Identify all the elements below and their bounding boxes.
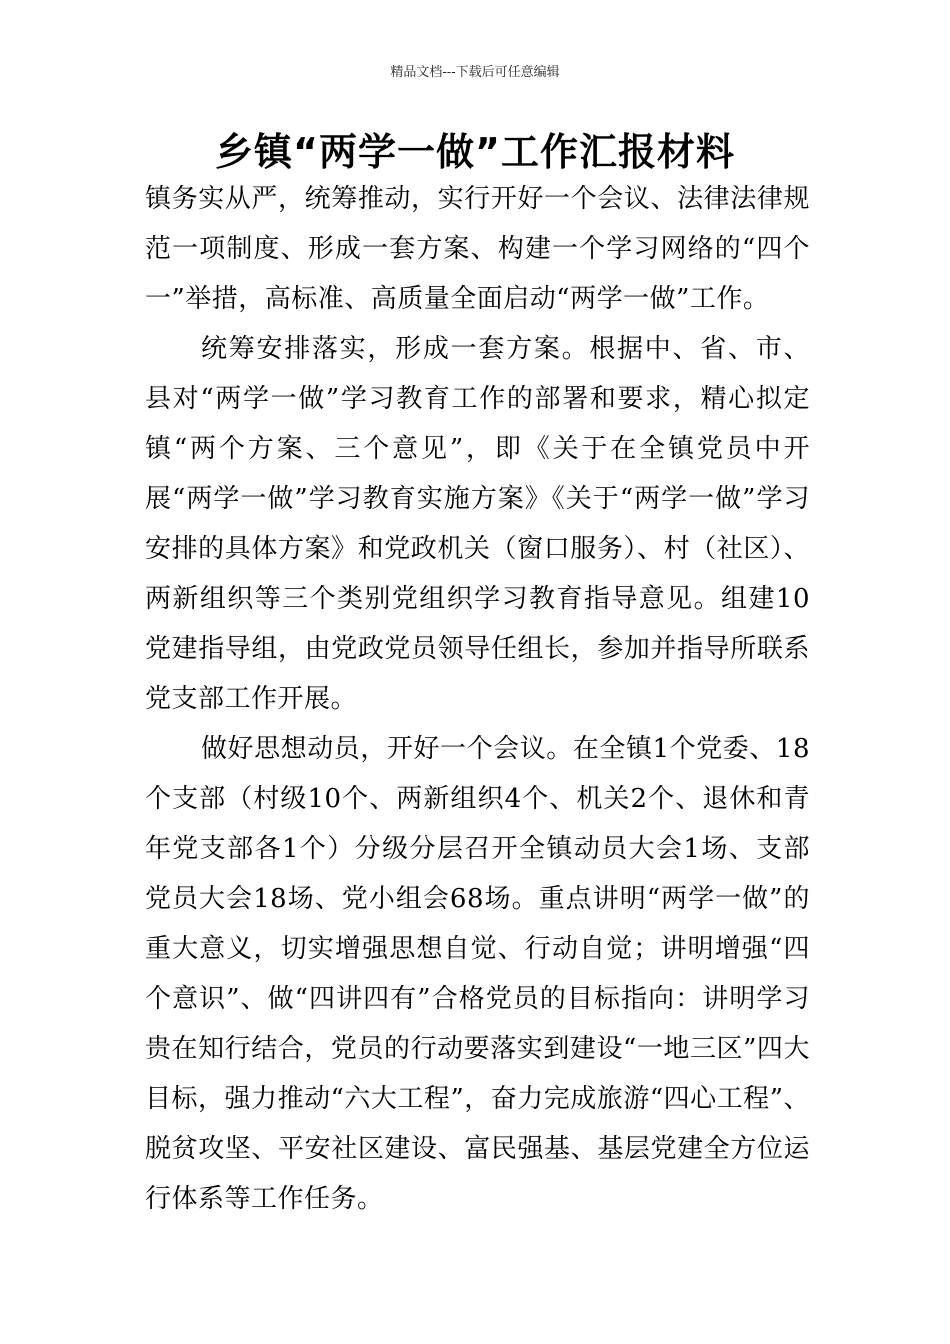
- paragraph-meeting: 做好思想动员，开好一个会议。在全镇1个党委、18个支部（村级10个、两新组织4个、机关2个、退休和青年党支部各1个）分级分层召开全镇动员大会1场、支部党员大会18场、党小组会68场。重点讲明“两学一做”的重大意义，切实增强思想自觉、行动自觉；讲明增强“四个意识”、做“四讲四有”合格党员的目标指向：讲明学习贵在知行结合，党员的行动要落实到建设“一地三区”四大目标，强力推动“六大工程”，奋力完成旅游“四心工程”、脱贫攻坚、平安社区建设、富民强基、基层党建全方位运行体系等工作任务。: [145, 734, 810, 1214]
- header-watermark: 精品文档---下载后可任意编辑: [390, 65, 560, 80]
- paragraph-plan: 统筹安排落实，形成一套方案。根据中、省、市、县对“两学一做”学习教育工作的部署和要求，精心拟定镇“两个方案、三个意见”，即《关于在全镇党员中开展“两学一做”学习教育实施方案》《关于“两学一做”学习安排的具体方案》和党政机关（窗口服务）、村（社区）、两新组织等三个类别党组织学习教育指导意见。组建10党建指导组，由党政党员领导任组长，参加并指导所联系党支部工作开展。: [145, 334, 810, 714]
- paragraph-intro: 镇务实从严，统筹推动，实行开好一个会议、法律法律规范一项制度、形成一套方案、构建一个学习网络的“四个一”举措，高标准、高质量全面启动“两学一做”工作。: [145, 184, 810, 314]
- document-title: 乡镇“两学一做”工作汇报材料: [215, 130, 735, 174]
- document-body: [145, 174, 810, 1224]
